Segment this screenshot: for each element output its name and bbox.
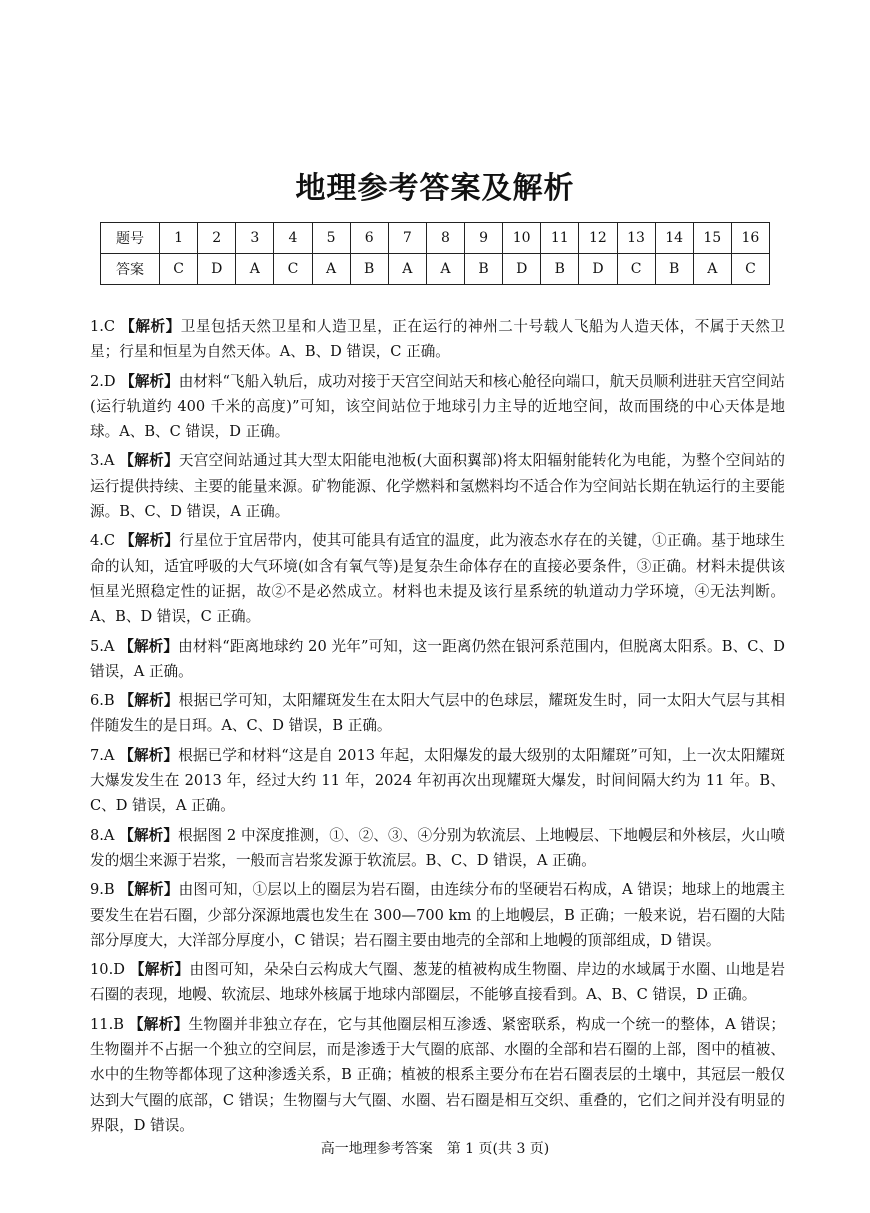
answer-row <box>101 254 770 285</box>
answer-cell: B <box>541 254 579 285</box>
item-text: 生物圈并非独立存在，它与其他圈层相互渗透、紧密联系，构成一个统一的整体，A 错误；生物圈并不占据一个独立的空间层，而是渗透于大气圈的底部、水圈的全部和岩石圈的上部，图中的植被、水中的生物等都体现了这种渗透关系，B 正确；植被的根系主要分布在岩石圈表层的土壤中，其冠层一般仅达到大气圈的底部，C 错误；生物圈与大气圈、水圈、岩石圈是相互交织、重叠的，它们之间并没有明显的界限，D 错误。 <box>90 1015 785 1134</box>
analysis-tag: 【解析】 <box>119 452 179 470</box>
question-number: 4 <box>274 223 312 254</box>
page-title: 地理参考答案及解析 <box>295 171 575 206</box>
question-number: 15 <box>693 223 731 254</box>
item-text: 由材料“距离地球约 20 光年”可知，这一距离仍然在银河系范围内，但脱离太阳系。B、C、D 错误，A 正确。 <box>90 637 785 680</box>
question-number: 16 <box>731 223 769 254</box>
explanation-item <box>90 1012 785 1138</box>
analysis-tag: 【解析】 <box>120 318 181 335</box>
analysis-tag: 【解析】 <box>119 881 179 899</box>
question-number: 9 <box>465 223 503 254</box>
explanation-item <box>90 877 785 953</box>
explanation-item <box>90 823 785 874</box>
answer-cell: D <box>198 254 236 285</box>
answer-cell: A <box>312 254 350 285</box>
analysis-tag: 【解析】 <box>119 637 179 655</box>
answer-cell: B <box>465 254 503 285</box>
question-number: 8 <box>426 223 464 254</box>
item-text: 根据已学和材料“这是自 2013 年起，太阳爆发的最大级别的太阳耀斑”可知，上一次太阳耀斑大爆发发生在 2013 年，经过大约 11 年，2024 年初再次出现耀斑大爆发，时间间隔大约为 11 年。B、C、D 错误，A 正确。 <box>90 746 785 815</box>
explanation-item <box>90 448 785 524</box>
answer-cell: A <box>236 254 274 285</box>
question-number: 14 <box>655 223 693 254</box>
answer-cell: C <box>274 254 312 285</box>
question-number: 7 <box>388 223 426 254</box>
answer-cell: C <box>731 254 769 285</box>
explanation-item <box>90 743 785 819</box>
item-number: 2.D <box>90 372 116 390</box>
item-number: 1.C <box>90 318 116 335</box>
explanation-item <box>90 314 785 365</box>
answer-cell: B <box>655 254 693 285</box>
explanation-list <box>90 314 785 1142</box>
analysis-tag: 【解析】 <box>128 1015 189 1033</box>
item-text: 卫星包括天然卫星和人造卫星，正在运行的神州二十号载人飞船为人造天体，不属于天然卫星；行星和恒星为自然天体。A、B、D 错误，C 正确。 <box>90 318 785 361</box>
item-number: 5.A <box>90 637 115 655</box>
analysis-tag: 【解析】 <box>119 532 180 550</box>
item-number: 7.A <box>90 746 115 764</box>
item-text: 由图可知，朵朵白云构成大气圈、葱茏的植被构成生物圈、岸边的水域属于水圈、山地是岩石圈的表现，地幔、软流层、地球外核属于地球内部圈层，不能够直接看到。A、B、C 错误，D 正确。 <box>90 961 785 1004</box>
answer-cell: A <box>426 254 464 285</box>
question-number: 1 <box>160 223 198 254</box>
analysis-tag: 【解析】 <box>119 746 179 764</box>
item-number: 9.B <box>90 881 115 899</box>
analysis-tag: 【解析】 <box>129 961 190 979</box>
explanation-item <box>90 528 785 629</box>
explanation-item <box>90 634 785 685</box>
item-number: 11.B <box>90 1015 124 1033</box>
question-number: 12 <box>579 223 617 254</box>
answer-cell: A <box>388 254 426 285</box>
item-number: 4.C <box>90 532 116 550</box>
answer-cell: B <box>350 254 388 285</box>
item-text: 根据图 2 中深度推测，①、②、③、④分别为软流层、上地幔层、下地幔层和外核层，火山喷发的烟尘来源于岩浆，一般而言岩浆发源于软流层。B、C、D 错误，A 正确。 <box>90 826 785 869</box>
question-number: 11 <box>541 223 579 254</box>
analysis-tag: 【解析】 <box>120 372 179 390</box>
item-number: 8.A <box>90 826 115 844</box>
item-text: 行星位于宜居带内，使其可能具有适宜的温度，此为液态水存在的关键，①正确。基于地球生命的认知，适宜呼吸的大气环境(如含有氧气等)是复杂生命体存在的直接必要条件，③正确。材料未提供该恒星光照稳定性的证据，故②不是必然成立。材料也未提及该行星系统的轨道动力学环境，④无法判断。A、B、D 错误，C 正确。 <box>90 532 785 626</box>
question-number-row <box>101 223 770 254</box>
answer-cell: D <box>503 254 541 285</box>
page-footer: 高一地理参考答案 第 1 页(共 3 页) <box>320 1141 550 1157</box>
item-number: 3.A <box>90 452 115 470</box>
question-number: 6 <box>350 223 388 254</box>
question-number: 5 <box>312 223 350 254</box>
answer-cell: D <box>579 254 617 285</box>
item-number: 10.D <box>90 961 125 979</box>
answer-cell: C <box>617 254 655 285</box>
question-number: 3 <box>236 223 274 254</box>
explanation-item <box>90 688 785 739</box>
question-number: 13 <box>617 223 655 254</box>
row-label-answer: 答案 <box>101 254 160 285</box>
question-number: 10 <box>503 223 541 254</box>
item-text: 由图可知，①层以上的圈层为岩石圈，由连续分布的坚硬岩石构成，A 错误；地球上的地震主要发生在岩石圈，少部分深源地震也发生在 300—700 km 的上地幔层，B 正确；一般来说，岩石圈的大陆部分厚度大，大洋部分厚度小，C 错误；岩石圈主要由地壳的全部和上地幔的顶部组成，D 错误。 <box>90 881 785 949</box>
explanation-item <box>90 369 785 445</box>
explanation-item <box>90 957 785 1008</box>
analysis-tag: 【解析】 <box>119 826 179 844</box>
item-text: 由材料“飞船入轨后，成功对接于天宫空间站天和核心舱径向端口，航天员顺利进驻天宫空间站(运行轨道约 400 千米的高度)”可知，该空间站位于地球引力主导的近地空间，故而围绕的中心天体是地球。A、B、C 错误，D 正确。 <box>90 372 785 441</box>
analysis-tag: 【解析】 <box>119 692 179 710</box>
answer-cell: A <box>693 254 731 285</box>
item-text: 天宫空间站通过其大型太阳能电池板(大面积翼部)将太阳辐射能转化为电能，为整个空间站的运行提供持续、主要的能量来源。矿物能源、化学燃料和氢燃料均不适合作为空间站长期在轨运行的主要能源。B、C、D 错误，A 正确。 <box>90 452 785 521</box>
row-label-question: 题号 <box>101 223 160 254</box>
answer-table <box>100 222 770 285</box>
answer-cell: C <box>160 254 198 285</box>
question-number: 2 <box>198 223 236 254</box>
item-text: 根据已学可知，太阳耀斑发生在太阳大气层中的色球层，耀斑发生时，同一太阳大气层与其相伴随发生的是日珥。A、C、D 错误，B 正确。 <box>90 692 785 735</box>
item-number: 6.B <box>90 692 115 710</box>
